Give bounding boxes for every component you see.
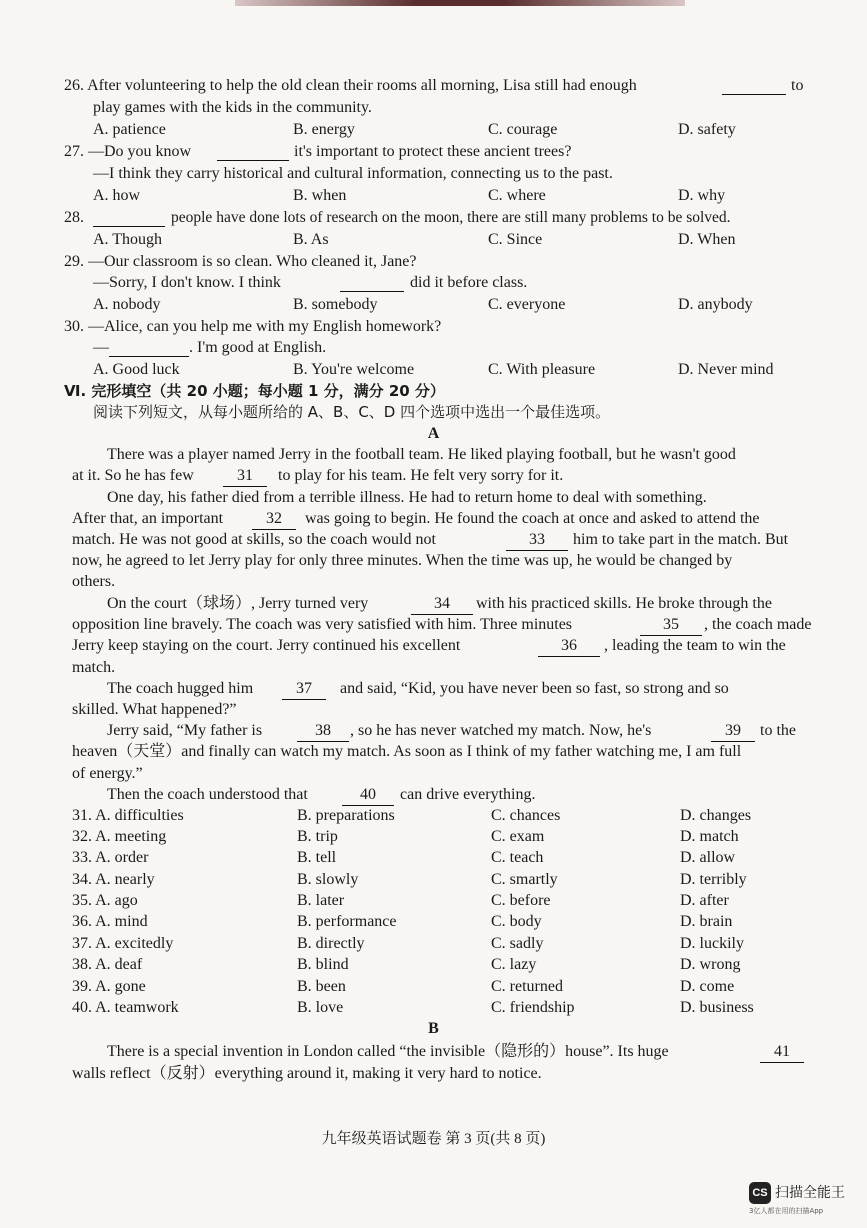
- scanner-watermark: [749, 1180, 857, 1220]
- passage-b-label: B: [428, 1020, 439, 1037]
- answer-blank: [93, 212, 165, 227]
- blank-34: 34: [411, 594, 473, 615]
- blank-31: 31: [223, 466, 267, 487]
- blank-40: 40: [342, 785, 394, 806]
- blank-39: 39: [711, 721, 755, 742]
- answer-blank: [217, 146, 289, 161]
- blank-41: 41: [760, 1042, 804, 1063]
- blank-38: 38: [297, 721, 349, 742]
- blank-35: 35: [640, 615, 702, 636]
- blank-36: 36: [538, 636, 600, 657]
- passage-a-label: A: [427, 425, 440, 442]
- page-footer: 九年级英语试题卷 第 3 页(共 8 页): [321, 1131, 546, 1147]
- top-edge-mark: [235, 0, 685, 6]
- answer-blank: [109, 342, 189, 357]
- answer-blank: [340, 277, 404, 292]
- blank-32: 32: [252, 509, 296, 530]
- watermark-name: 扫描全能王: [775, 1185, 845, 1201]
- watermark-tagline: 3亿人都在用的扫描App: [749, 1207, 824, 1215]
- blank-33: 33: [506, 530, 568, 551]
- answer-blank: [722, 80, 786, 95]
- camscanner-logo-icon: CS: [749, 1182, 771, 1204]
- blank-37: 37: [282, 679, 326, 700]
